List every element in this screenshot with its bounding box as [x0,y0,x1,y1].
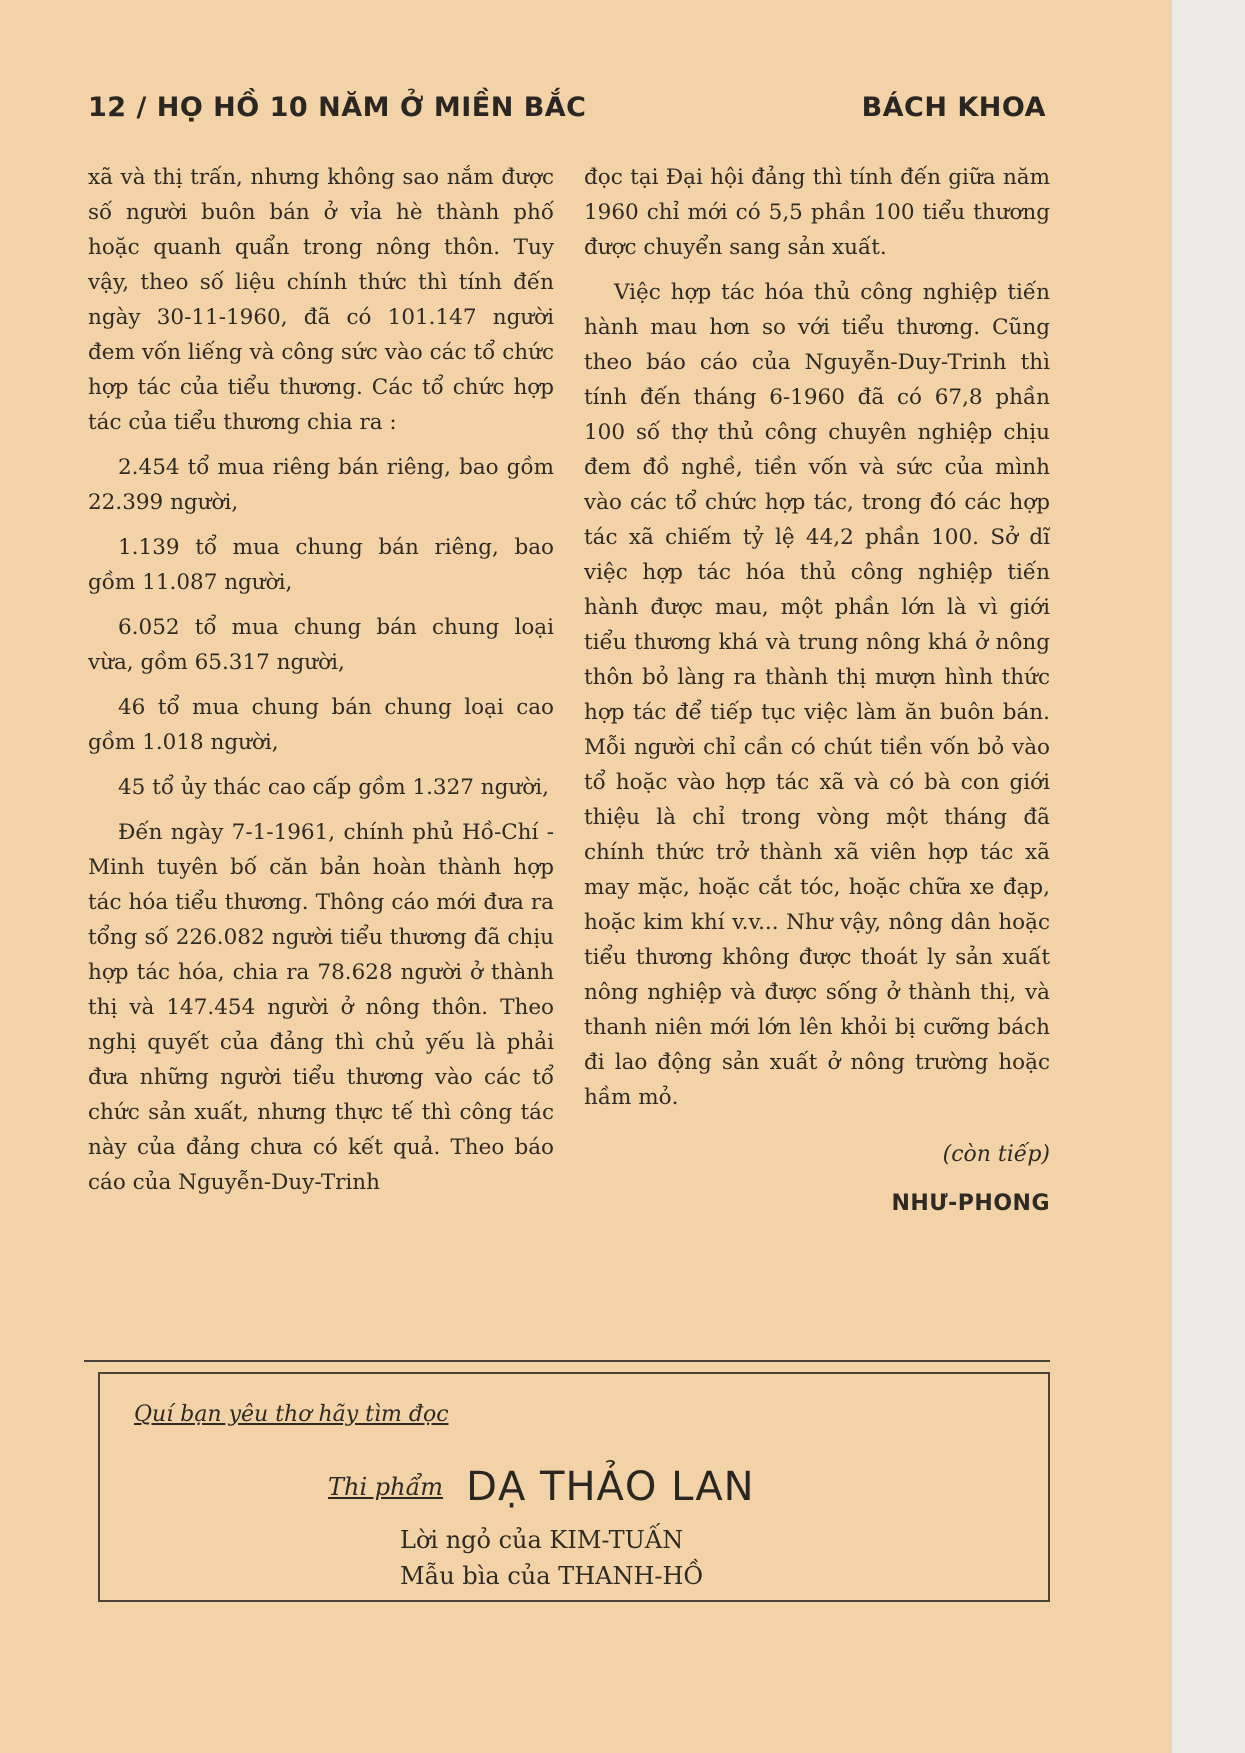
scan-margin [1172,0,1245,1753]
book-title: DẠ THẢO LAN [466,1464,755,1510]
paragraph: xã và thị trấn, nhưng không sao nắm được số người buôn bán ở vỉa hè thành phố hoặc quanh quẩn trong nông thôn. Tuy vậy, theo số liệu chính thức thì tính đến ngày 30-11-1960, đã có 101.147 người đem vốn liếng và công sức vào các tổ chức hợp tác của tiểu thương. Các tổ chức hợp tác của tiểu thương chia ra : [88,165,554,435]
ad-intro: Quí bạn yêu thơ hãy tìm đọc [134,1402,449,1427]
divider [84,1360,1050,1362]
page-header [88,92,1046,132]
magazine-name: BÁCH KHOA [861,92,1046,123]
list-item: 2.454 tổ mua riêng bán riêng, bao gồm 22.399 người, [88,455,554,515]
author-signature: NHƯ-PHONG [891,1191,1050,1216]
right-column [584,160,1050,1221]
continued-note: (còn tiếp) [942,1142,1050,1167]
ad-cover-credit: Mẫu bìa của THANH-HỒ [400,1562,704,1590]
paragraph: Việc hợp tác hóa thủ công nghiệp tiến hành mau hơn so với tiểu thương. Cũng theo báo cáo của Nguyễn-Duy-Trinh thì tính đến tháng 6-1960 đã có 67,8 phần 100 số thợ thủ công chuyên nghiệp chịu đem đồ nghề, tiền vốn và sức của mình vào các tổ chức hợp tác, trong đó các hợp tác xã chiếm tỷ lệ 44,2 phần 100. Sở dĩ việc hợp tác hóa thủ công nghiệp tiến hành được mau, một phần lớn là vì giới tiểu thương khá và trung nông khá ở nông thôn bỏ làng ra thành thị mượn hình thức hợp tác để tiếp tục việc làm ăn buôn bán. Mỗi người chỉ cần có chút tiền vốn bỏ vào tổ hoặc vào hợp tác xã và có bà con giới thiệu là chỉ trong vòng một tháng đã chính thức trở thành xã viên hợp tác xã may mặc, hoặc cắt tóc, hoặc chữa xe đạp, hoặc kim khí v.v... Như vậy, nông dân hoặc tiểu thương không được thoát ly sản xuất nông nghiệp và được sống ở thành thị, và thanh niên mới lớn lên khỏi bị cưỡng bách đi lao động sản xuất ở nông trường hoặc hầm mỏ. [584,280,1050,1110]
list-item: 45 tổ ủy thác cao cấp gồm 1.327 người, [118,775,549,800]
list-item: 46 tổ mua chung bán chung loại cao gồm 1.018 người, [88,695,554,755]
list-item: 6.052 tổ mua chung bán chung loại vừa, gồm 65.317 người, [88,615,554,675]
paragraph: Đến ngày 7-1-1961, chính phủ Hồ-Chí - Minh tuyên bố căn bản hoàn thành hợp tác hóa tiểu thương. Thông cáo mới đưa ra tổng số 226.082 người tiểu thương đã chịu hợp tác hóa, chia ra 78.628 người ở thành thị và 147.454 người ở nông thôn. Theo nghị quyết của đảng thì chủ yếu là phải đưa những người tiểu thương vào các tổ chức sản xuất, nhưng thực tế thì công tác này của đảng chưa có kết quả. Theo báo cáo của Nguyễn-Duy-Trinh [88,820,554,1195]
left-column [88,160,554,1210]
ad-title-row [328,1464,755,1510]
ad-preface-credit: Lời ngỏ của KIM-TUẤN [400,1526,684,1554]
advertisement-box [98,1372,1050,1602]
list-item: 1.139 tổ mua chung bán riêng, bao gồm 11.087 người, [88,535,554,595]
ad-label: Thi phẩm [328,1473,444,1501]
paragraph: đọc tại Đại hội đảng thì tính đến giữa năm 1960 chỉ mới có 5,5 phần 100 tiểu thương được chuyển sang sản xuất. [584,165,1050,260]
running-title: 12 / HỌ HỒ 10 NĂM Ở MIỀN BẮC [88,92,587,123]
